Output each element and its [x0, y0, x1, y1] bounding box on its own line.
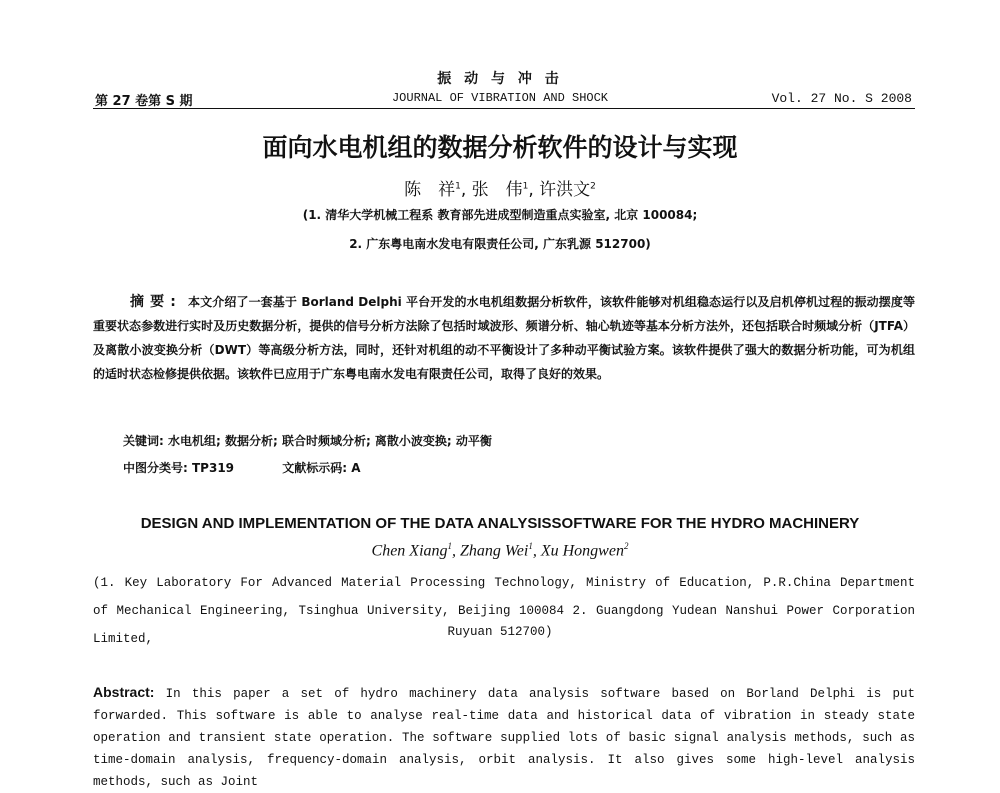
abstract-en-label: Abstract: [93, 684, 155, 700]
keywords-cn-label: 关键词: [123, 434, 164, 448]
paper-title-en: DESIGN AND IMPLEMENTATION OF THE DATA ANALYSISSOFTWARE FOR THE HYDRO MACHINERY [140, 515, 860, 532]
author-name: 陈 祥 [404, 180, 456, 200]
author-list-en: Chen Xiang$^1$, Zhang Wei$^1$, Xu Hongwen$^2$ [371, 541, 629, 560]
author-name: Zhang Wei [460, 542, 529, 560]
abstract-cn-text: 本文介绍了一套基于 Borland Delphi 平台开发的水电机组数据分析软件，该软件能够对机组稳态运行以及启机停机过程的振动摆度等重要状态参数进行实时及历史数据分析，提供的信号分析方法除了包括时域波形、频谱分析、轴心轨迹等基本分析方法外，还包括联合时频域分析（JTFA）及离散小波变换分析（DWT）等高级分析方法，同时，还针对机组的动不平衡设计了多种动平衡试验方案。该软件提供了强大的数据分析功能，可为机组的适时状态检修提供依据。该软件已应用于广东粤电南水发电有限责任公司，取得了良好的效果。 [93, 295, 915, 381]
doc-code-label: 文献标示码: [282, 461, 348, 475]
volume-issue-cn: 第 27 卷第 S 期 [95, 94, 193, 109]
author-mark: 2 [623, 541, 629, 551]
author-mark: 1 [447, 541, 453, 551]
author-mark: 1 [455, 181, 461, 192]
author-mark: 1 [522, 181, 529, 192]
keywords-cn-text: 水电机组; 数据分析; 联合时频域分析; 离散小波变换; 动平衡 [168, 434, 492, 448]
header-rule [93, 108, 915, 109]
author-mark: 1 [528, 541, 533, 551]
abstract-cn [93, 290, 915, 386]
affiliation-en: (1. Key Laboratory For Advanced Material Processing Technology, Ministry of Education, P.R.China Department of Mechanical Engineering, Tsinghua University, Beijing 100084 2. Guangdong Yudean Nanshui Power Corporation Limited, [93, 576, 915, 646]
journal-name-cn: 振 动 与 冲 击 [437, 71, 563, 87]
abstract-en [93, 681, 915, 793]
author-name: 张 伟 [471, 180, 523, 200]
doc-code-value: A [351, 461, 361, 475]
abstract-en-text: In this paper a set of hydro machinery data analysis software based on Borland Delphi is put forwarded. This software is able to analyse real-time data and historical data of vibration in steady state operation and transient state operation. The software supplied lots of basic signal analysis methods, such as time-domain analysis, frequency-domain analysis, orbit analysis. It also gives some high-level analysis methods, such as Joint [93, 687, 915, 789]
author-name: Xu Hongwen [540, 542, 624, 560]
author-list-cn: 陈 祥$^1$, 张 伟$^1$, 许洪文$^2$ [404, 180, 596, 200]
volume-issue-en: Vol. 27 No. S 2008 [771, 91, 912, 106]
affiliation-cn-2: 2. 广东粤电南水发电有限责任公司, 广东乳源 512700) [349, 237, 651, 251]
author-mark: 2 [590, 181, 596, 192]
abstract-cn-label: 摘要: [130, 294, 182, 310]
clc-value: TP319 [192, 461, 235, 475]
affiliation-cn-1: (1. 清华大学机械工程系 教育部先进成型制造重点实验室, 北京 100084; [302, 208, 698, 222]
classification-cn [123, 459, 361, 476]
author-name: 许洪文 [539, 180, 591, 200]
clc-label: 中图分类号: [123, 461, 188, 475]
journal-name-en: JOURNAL OF VIBRATION AND SHOCK [391, 91, 609, 105]
paper-title-cn: 面向水电机组的数据分析软件的设计与实现 [262, 133, 738, 162]
affiliation-en-tail: Ruyuan 512700) [447, 625, 553, 639]
keywords-cn [123, 432, 492, 449]
author-name: Chen Xiang [371, 542, 448, 560]
